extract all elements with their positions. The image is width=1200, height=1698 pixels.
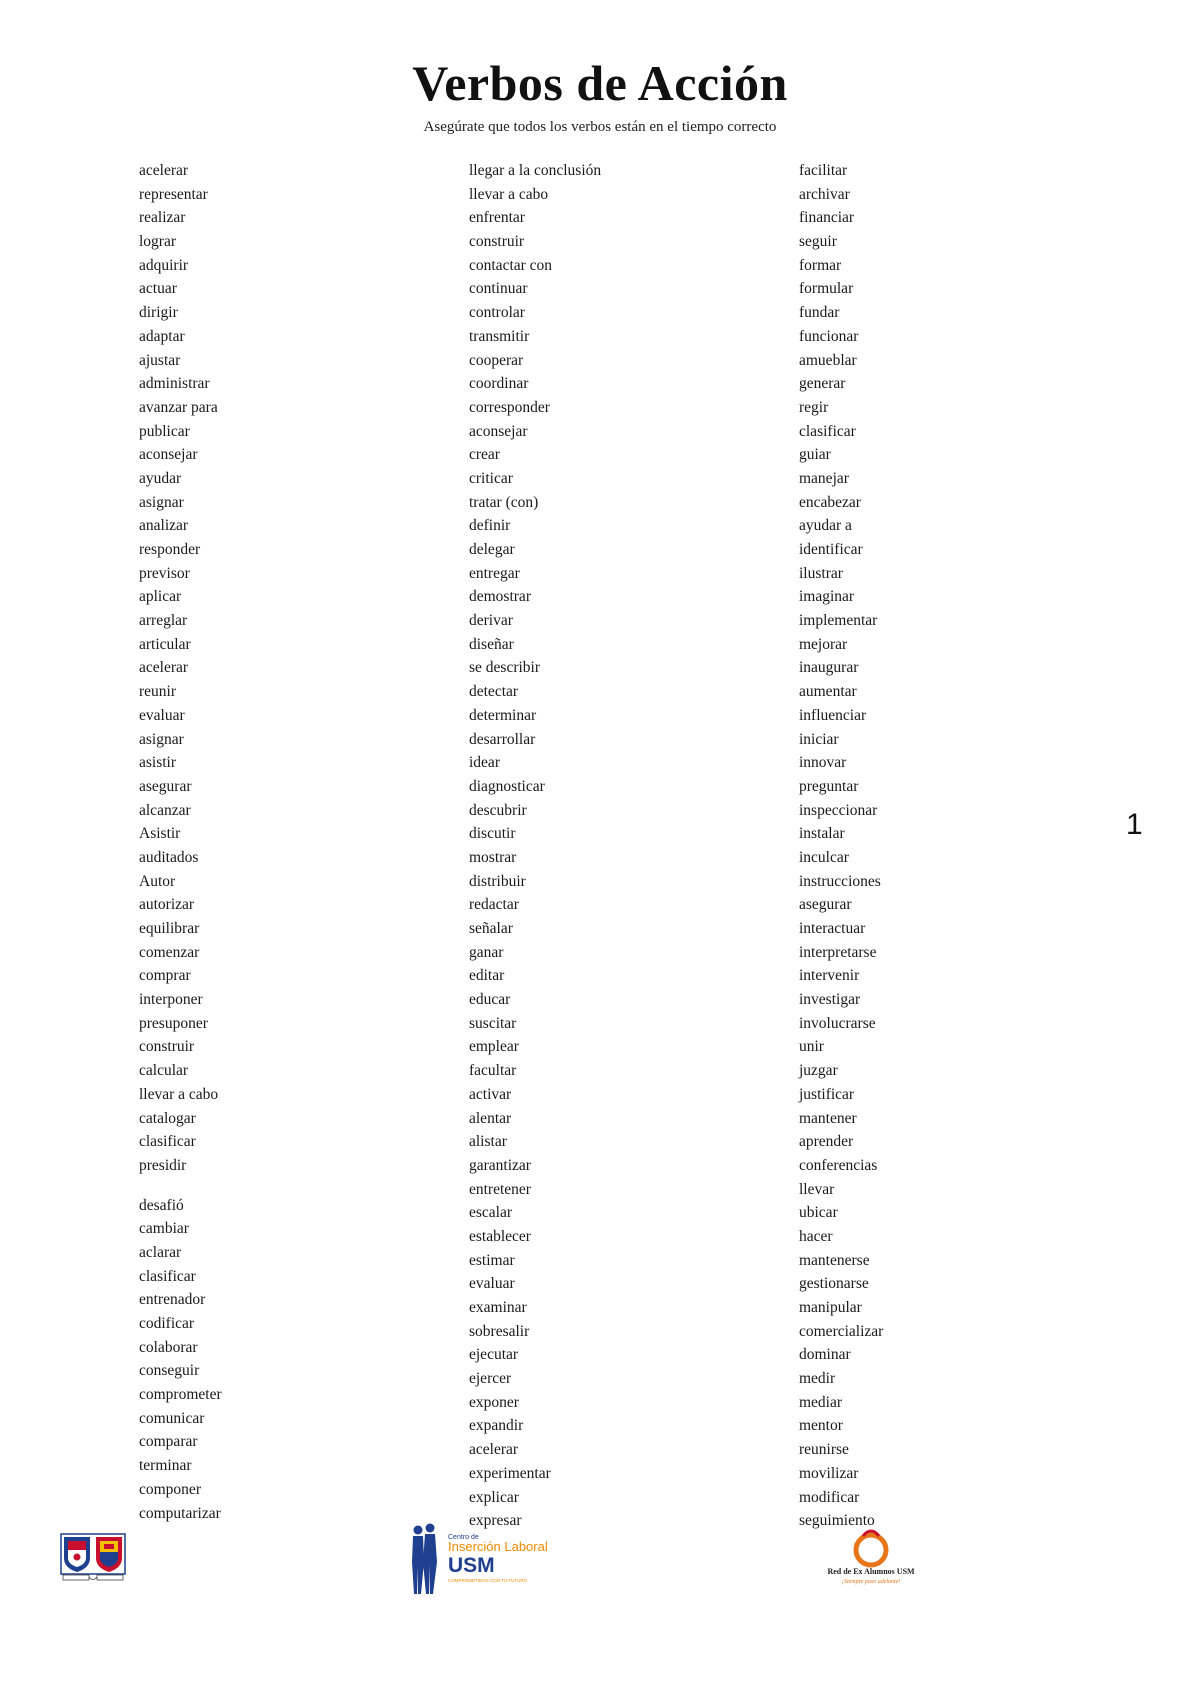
verb-item: construir bbox=[139, 1038, 195, 1056]
verb-item: expandir bbox=[469, 1417, 524, 1435]
usm-crest-logo bbox=[60, 1532, 126, 1584]
verb-column-3 bbox=[799, 159, 883, 1533]
verb-item: juzgar bbox=[799, 1062, 838, 1080]
verb-item: mediar bbox=[799, 1393, 843, 1411]
verb-item: implementar bbox=[799, 612, 878, 630]
verb-item: asignar bbox=[139, 493, 184, 511]
verb-item: aconsejar bbox=[139, 446, 198, 464]
cil-small-label: Centro de bbox=[448, 1534, 479, 1541]
verb-item: codificar bbox=[139, 1315, 195, 1332]
verb-item: determinar bbox=[469, 706, 537, 724]
verb-item: identificar bbox=[799, 541, 863, 558]
verb-item: comunicar bbox=[139, 1409, 205, 1427]
verb-item: autorizar bbox=[139, 896, 195, 914]
verb-item: inaugurar bbox=[799, 659, 859, 677]
verb-item: administrar bbox=[139, 375, 210, 393]
verb-item: interpretarse bbox=[799, 943, 877, 961]
verb-item: redactar bbox=[469, 896, 519, 914]
verb-item: asignar bbox=[139, 730, 184, 748]
verb-item: diseñar bbox=[469, 635, 514, 653]
verb-item: acelerar bbox=[139, 659, 189, 677]
verb-item: Autor bbox=[139, 872, 176, 890]
verb-item: imaginar bbox=[799, 588, 855, 606]
verb-item: enfrentar bbox=[469, 209, 525, 227]
verb-item: ejecutar bbox=[469, 1346, 519, 1364]
verb-item: reunir bbox=[139, 683, 177, 701]
verb-item: transmitir bbox=[469, 327, 530, 345]
verb-item: unir bbox=[799, 1038, 824, 1056]
verb-item: investigar bbox=[799, 991, 861, 1009]
verb-item: regir bbox=[799, 398, 829, 416]
verb-item: examinar bbox=[469, 1299, 527, 1316]
verb-item: controlar bbox=[469, 304, 525, 322]
verb-item: descubrir bbox=[469, 801, 527, 819]
verb-item: arreglar bbox=[139, 612, 188, 630]
verb-item: ejercer bbox=[469, 1370, 512, 1388]
verb-item: distribuir bbox=[469, 872, 526, 890]
verb-item: comparar bbox=[139, 1433, 198, 1451]
verb-item: mejorar bbox=[799, 635, 848, 653]
verb-item: crear bbox=[469, 446, 500, 464]
verb-item: publicar bbox=[139, 422, 190, 440]
verb-item: clasificar bbox=[139, 1267, 196, 1285]
verb-item: terminar bbox=[139, 1457, 192, 1475]
verb-item: amueblar bbox=[799, 351, 857, 369]
verb-item: mentor bbox=[799, 1417, 843, 1435]
verb-item: expresar bbox=[469, 1512, 522, 1530]
verb-item: cooperar bbox=[469, 351, 524, 369]
verb-item: ayudar a bbox=[799, 517, 852, 535]
page-subtitle: Asegúrate que todos los verbos están en el tiempo correcto bbox=[423, 119, 777, 135]
verb-item: ubicar bbox=[799, 1204, 838, 1222]
verb-item: discutir bbox=[469, 825, 516, 843]
verb-item: realizar bbox=[139, 209, 186, 227]
verb-item: demostrar bbox=[469, 588, 531, 606]
verb-item: mantener bbox=[799, 1109, 857, 1127]
alumni-tagline: ¡Siempre paso adelante! bbox=[841, 1579, 901, 1585]
verb-item: encabezar bbox=[799, 493, 861, 511]
verb-item: aumentar bbox=[799, 683, 857, 701]
verb-item: auditados bbox=[139, 848, 199, 866]
verb-item: Asistir bbox=[139, 825, 181, 843]
verb-item: ajustar bbox=[139, 351, 181, 369]
verb-item: funcionar bbox=[799, 327, 859, 345]
verb-item: seguir bbox=[799, 233, 837, 251]
cil-brand: USM bbox=[448, 1554, 495, 1577]
verb-item: presidir bbox=[139, 1156, 187, 1174]
verb-item: derivar bbox=[469, 612, 513, 630]
verb-item: instalar bbox=[799, 825, 845, 843]
verb-item: responder bbox=[139, 541, 201, 558]
verb-item: reunirse bbox=[799, 1441, 849, 1459]
verb-item: gestionarse bbox=[799, 1275, 869, 1293]
verb-item: coordinar bbox=[469, 375, 529, 393]
verb-item: colaborar bbox=[139, 1338, 198, 1356]
cil-tagline: COMPROMETIDOS CON TU FUTURO bbox=[448, 1578, 528, 1583]
verb-item: representar bbox=[139, 185, 208, 203]
verb-item: comercializar bbox=[799, 1322, 884, 1340]
verb-item: medir bbox=[799, 1370, 836, 1388]
verb-item: preguntar bbox=[799, 777, 859, 795]
verb-item: adquirir bbox=[139, 256, 189, 274]
verb-item: emplear bbox=[469, 1038, 519, 1056]
verb-item: entretener bbox=[469, 1180, 531, 1198]
verb-item: interactuar bbox=[799, 920, 866, 937]
verb-item: experimentar bbox=[469, 1464, 551, 1482]
verb-item: mostrar bbox=[469, 848, 517, 866]
verb-item: seguimiento bbox=[799, 1512, 875, 1530]
verb-item: influenciar bbox=[799, 706, 867, 724]
column-spacer bbox=[139, 1178, 222, 1194]
verb-item: ilustrar bbox=[799, 564, 843, 582]
verb-item: innovar bbox=[799, 754, 847, 772]
verb-item: asegurar bbox=[799, 896, 852, 914]
verb-item: fundar bbox=[799, 304, 840, 322]
verb-item: entrenador bbox=[139, 1291, 206, 1309]
verb-item: criticar bbox=[469, 469, 513, 487]
verb-item: clasificar bbox=[139, 1133, 196, 1151]
page-number: 1 bbox=[1126, 808, 1143, 841]
verb-item: corresponder bbox=[469, 398, 550, 416]
verb-item: presuponer bbox=[139, 1014, 208, 1032]
verb-item: justificar bbox=[799, 1085, 855, 1103]
verb-item: mantenerse bbox=[799, 1251, 870, 1269]
verb-item: comprometer bbox=[139, 1386, 222, 1404]
verb-item: dominar bbox=[799, 1346, 851, 1364]
verb-item: se describir bbox=[469, 659, 541, 677]
verb-item: llevar a cabo bbox=[139, 1085, 219, 1103]
verb-item: desafió bbox=[139, 1196, 184, 1214]
alumni-label: Red de Ex Alumnos USM bbox=[827, 1567, 915, 1576]
verb-item: dirigir bbox=[139, 304, 178, 322]
verb-item: manejar bbox=[799, 469, 849, 487]
verb-item: catalogar bbox=[139, 1109, 196, 1127]
verb-item: guiar bbox=[799, 446, 831, 464]
verb-item: intervenir bbox=[799, 967, 860, 985]
verb-item: formular bbox=[799, 280, 854, 298]
verb-item: aconsejar bbox=[469, 422, 528, 440]
verb-item: educar bbox=[469, 991, 511, 1009]
verb-item: generar bbox=[799, 375, 846, 393]
verb-item: acelerar bbox=[139, 162, 189, 179]
verb-item: facultar bbox=[469, 1062, 517, 1080]
verb-item: financiar bbox=[799, 209, 855, 227]
verb-item: editar bbox=[469, 967, 505, 985]
verb-item: modificar bbox=[799, 1488, 860, 1506]
verb-item: garantizar bbox=[469, 1156, 531, 1174]
verb-item: conferencias bbox=[799, 1156, 878, 1174]
cil-usm-logo bbox=[410, 1522, 558, 1596]
verb-item: formar bbox=[799, 256, 842, 274]
verb-item: llegar a la conclusión bbox=[469, 162, 602, 179]
verb-item: aplicar bbox=[139, 588, 182, 606]
verb-column-1 bbox=[139, 159, 222, 1525]
verb-item: inspeccionar bbox=[799, 801, 878, 819]
verb-item: previsor bbox=[139, 564, 190, 582]
verb-item: definir bbox=[469, 517, 511, 535]
verb-item: activar bbox=[469, 1085, 512, 1103]
verb-item: delegar bbox=[469, 541, 515, 558]
verb-item: analizar bbox=[139, 517, 189, 535]
verb-item: evaluar bbox=[139, 706, 185, 724]
verb-item: estimar bbox=[469, 1251, 515, 1269]
page-title: Verbos de Acción bbox=[412, 55, 788, 111]
verb-item: instrucciones bbox=[799, 872, 881, 890]
verb-item: detectar bbox=[469, 683, 519, 701]
verb-item: señalar bbox=[469, 920, 513, 937]
verb-item: asistir bbox=[139, 754, 177, 772]
verb-item: inculcar bbox=[799, 848, 849, 866]
verb-item: suscitar bbox=[469, 1014, 517, 1032]
verb-item: construir bbox=[469, 233, 525, 251]
verb-item: entregar bbox=[469, 564, 520, 582]
verb-item: lograr bbox=[139, 233, 177, 251]
verb-item: ganar bbox=[469, 943, 504, 961]
verb-item: idear bbox=[469, 754, 500, 772]
verb-item: alentar bbox=[469, 1109, 512, 1127]
verb-item: comenzar bbox=[139, 943, 200, 961]
verb-item: establecer bbox=[469, 1227, 531, 1245]
verb-item: calcular bbox=[139, 1062, 189, 1080]
verb-item: iniciar bbox=[799, 730, 839, 748]
verb-item: equilibrar bbox=[139, 920, 200, 937]
verb-item: involucrarse bbox=[799, 1014, 876, 1032]
verb-item: alcanzar bbox=[139, 801, 191, 819]
verb-item: continuar bbox=[469, 280, 528, 298]
verb-item: conseguir bbox=[139, 1362, 200, 1380]
verb-item: actuar bbox=[139, 280, 177, 298]
verb-item: escalar bbox=[469, 1204, 513, 1222]
verb-item: contactar con bbox=[469, 256, 553, 274]
verb-item: tratar (con) bbox=[469, 493, 539, 511]
verb-item: avanzar para bbox=[139, 398, 218, 416]
verb-item: llevar bbox=[799, 1180, 835, 1198]
verb-item: componer bbox=[139, 1480, 201, 1498]
verb-column-2 bbox=[469, 159, 601, 1533]
alumni-network-logo bbox=[825, 1528, 917, 1588]
verb-item: diagnosticar bbox=[469, 777, 545, 795]
verb-item: alistar bbox=[469, 1133, 507, 1151]
verb-item: asegurar bbox=[139, 777, 192, 795]
cil-main-label: Inserción Laboral bbox=[448, 1539, 548, 1554]
verb-item: explicar bbox=[469, 1488, 519, 1506]
verb-item: interponer bbox=[139, 991, 203, 1009]
verb-item: acelerar bbox=[469, 1441, 519, 1459]
verb-item: sobresalir bbox=[469, 1322, 530, 1340]
verb-item: aprender bbox=[799, 1133, 854, 1151]
verb-item: hacer bbox=[799, 1227, 833, 1245]
verb-item: ayudar bbox=[139, 469, 182, 487]
verb-item: adaptar bbox=[139, 327, 185, 345]
verb-item: movilizar bbox=[799, 1464, 859, 1482]
verb-item: llevar a cabo bbox=[469, 185, 549, 203]
verb-item: exponer bbox=[469, 1393, 519, 1411]
verb-item: archivar bbox=[799, 185, 850, 203]
verb-item: cambiar bbox=[139, 1220, 189, 1238]
verb-item: facilitar bbox=[799, 162, 848, 179]
verb-item: articular bbox=[139, 635, 191, 653]
verb-item: evaluar bbox=[469, 1275, 515, 1293]
verb-item: clasificar bbox=[799, 422, 856, 440]
verb-item: desarrollar bbox=[469, 730, 536, 748]
verb-item: manipular bbox=[799, 1299, 862, 1316]
verb-item: comprar bbox=[139, 967, 191, 985]
verb-item: computarizar bbox=[139, 1504, 221, 1522]
verb-item: aclarar bbox=[139, 1243, 182, 1261]
